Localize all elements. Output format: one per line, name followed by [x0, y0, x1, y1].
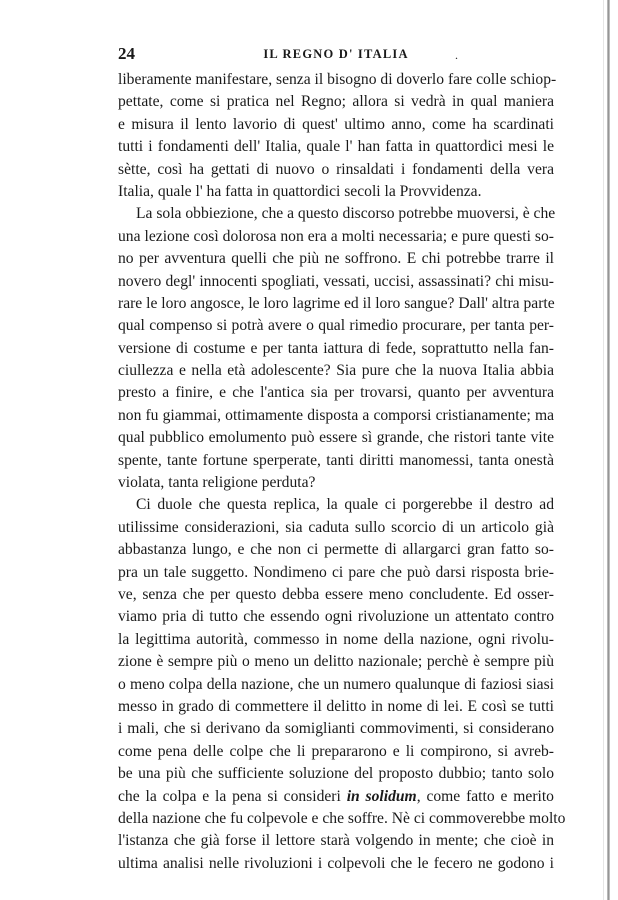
text-line: o meno colpa della nazione, che un numero qualunque di faziosi siasi [118, 675, 554, 693]
text-line: qual compenso si potrà avere o qual rimedio procurare, per tanta per- [118, 317, 554, 335]
text-line: novero degl' innocenti spogliati, vessati, uccisi, assassinati? chi misu- [118, 272, 554, 290]
text-line: della nazione che fu colpevole e che soffre. Nè ci commoverebbe molto [118, 809, 566, 827]
text-line: e misura il lento lavorio di quest' ultimo anno, come ha scardinati [118, 115, 554, 133]
text-line: l'istanza che già forse il lettore starà volgendo in mente; che cioè in [118, 832, 554, 850]
body-text [118, 69, 566, 875]
text-line: pra un tale suggetto. Nondimeno ci pare che può darsi risposta brie- [118, 563, 554, 581]
page-number: 24 [118, 44, 135, 63]
text-line: qual pubblico emolumento può essere sì grande, che ristori tante vite [118, 429, 554, 447]
text-line: i mali, che si derivano da somiglianti commovimenti, si considerano [118, 720, 554, 738]
italic-phrase: in solidum [346, 787, 417, 805]
page-edge-shadow [603, 0, 604, 900]
text-line: utilissime considerazioni, sia caduta sullo scorcio di un articolo già [118, 518, 554, 536]
text-line: non fu giammai, ottimamente disposta a comporsi cristianamente; ma [118, 406, 554, 424]
text-line: zione è sempre più o meno un delitto nazionale; perchè è sempre più [118, 653, 554, 671]
text-line: la legittima autorità, commesso in nome della nazione, ogni rivolu- [118, 630, 554, 648]
text-line: versione di costume e per tanta iattura di fede, soprattutto nella fan- [118, 339, 554, 357]
text-fragment: , come fatto e merito [416, 787, 554, 805]
text-line: presto a finire, e che l'antica sia per trovarsi, quanto per avventura [118, 384, 554, 402]
text-line: no per avventura quelli che più ne soffrono. E chi potrebbe trarre il [118, 250, 554, 268]
text-line: ve, senza che per questo debba essere meno concludente. Ed osser- [118, 585, 554, 603]
text-line: viamo pria di tutto che essendo ogni rivoluzione un attentato contro [118, 608, 554, 626]
text-line: ultima analisi nelle rivoluzioni i colpevoli che le fecero ne godono i [118, 854, 554, 872]
text-line: messo in grado di commettere il delitto in nome di lei. E così se tutti [118, 697, 554, 715]
text-line: Ci duole che questa replica, la quale ci porgerebbe il destro ad [136, 496, 554, 514]
text-line: come pena delle colpe che li prepararono e li compirono, si avreb- [118, 742, 554, 760]
text-line-in-solidum [118, 786, 554, 808]
text-line: pettate, come si pratica nel Regno; allora si vedrà in qual maniera [118, 93, 554, 111]
text-line: tutti i fondamenti dell' Italia, quale l' han fatta in quattordici mesi le [118, 138, 554, 156]
text-fragment: che la colpa e la pena si consideri [118, 787, 347, 805]
text-line: una lezione così dolorosa non era a molti necessaria; e pure questi so- [118, 227, 554, 245]
text-line: ciullezza e nella età adolescente? Sia pure che la nuova Italia abbia [118, 362, 554, 380]
page-edge [607, 0, 610, 900]
text-line: liberamente manifestare, senza il bisogno di doverlo fare colle schiop- [118, 71, 557, 88]
text-line: abbastanza lungo, e che non ci permette di allargarci gran fatto so- [118, 541, 554, 559]
page-header [118, 44, 554, 66]
header-dot: . [455, 48, 458, 62]
text-line: sètte, così ha gettati di nuovo o rinsaldati i fondamenti della vera [118, 160, 554, 178]
text-line: spente, tante fortune sperperate, tanti diritti manomessi, tanta onestà [118, 451, 554, 469]
text-line: be una più che sufficiente soluzione del proposto dubbio; tanto solo [118, 765, 554, 783]
running-title: IL REGNO D' ITALIA [263, 47, 409, 61]
text-line: violata, tanta religione perduta? [118, 474, 316, 492]
text-line: Italia, quale l' ha fatta in quattordici secoli la Provvidenza. [118, 182, 482, 200]
text-line: rare le loro angosce, le loro lagrime ed il loro sangue? Dall' altra parte [118, 294, 555, 312]
text-line: La sola obbiezione, che a questo discorso potrebbe muoversi, è che [136, 205, 556, 223]
